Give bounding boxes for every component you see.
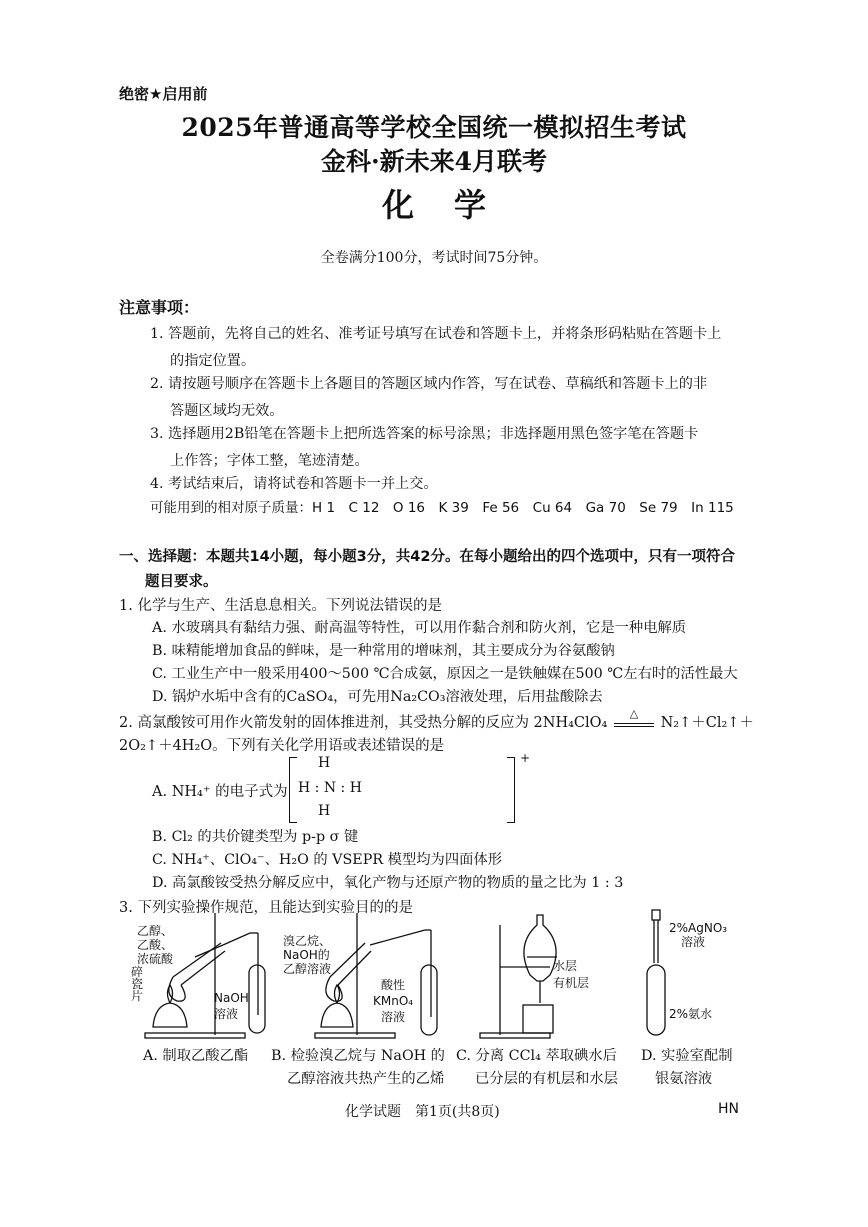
notice-item-4: 4. 考试结束后，请将试卷和答题卡一并上交。 [150, 476, 438, 492]
electron-formula-h-top: H [318, 755, 331, 771]
heat-condition: △ [629, 707, 639, 720]
ion-charge: + [520, 751, 531, 765]
apparatus-b-reagents: 溴乙烷、 NaOH的 乙醇溶液 [283, 934, 332, 976]
apparatus-c-water: 水层 [553, 959, 578, 973]
confidential-label: 绝密★启用前 [119, 85, 208, 103]
electron-formula-h-bottom: H [318, 803, 331, 819]
caption-d-1: D. 实验室配制 [641, 1048, 733, 1064]
apparatus-d-ammonia: 2%氨水 [669, 1007, 713, 1021]
electron-formula-middle: H : N : H [298, 780, 362, 796]
question-1-option-c: C. 工业生产中一般采用400～500 ℃合成氨，原因之一是铁触媒在500 ℃左右时的活性最大 [152, 666, 738, 682]
caption-c-1: C. 分离 CCl₄ 萃取碘水后 [456, 1048, 617, 1064]
notice-item-2: 2. 请按题号顺序在答题卡上各题目的答题区域内作答，写在试卷、草稿纸和答题卡上的非 [150, 376, 708, 392]
page-footer: 化学试题 第1页(共8页) [345, 1104, 500, 1120]
caption-a: A. 制取乙酸乙酯 [143, 1048, 249, 1064]
atomic-masses: 可能用到的相对原子质量：H 1 C 12 O 16 K 39 Fe 56 Cu 64 Ga 70 Se 79 In 115 [150, 500, 734, 516]
apparatus-a-reagents: 乙醇、 乙酸、 浓硫酸 [137, 924, 174, 966]
notice-title: 注意事项： [119, 298, 200, 317]
notice-item-1-cont: 的指定位置。 [170, 353, 256, 369]
section-heading-cont: 题目要求。 [145, 574, 218, 590]
apparatus-d-agno3: 2%AgNO₃ 溶液 [669, 921, 728, 949]
reaction-arrow [612, 707, 656, 727]
bracket-left [289, 757, 297, 823]
score-time-line: 全卷满分100分，考试时间75分钟。 [320, 250, 548, 266]
question-1-option-b: B. 味精能增加食品的鲜味，是一种常用的增味剂，其主要成分为谷氨酸钠 [152, 643, 615, 659]
question-2-stem [119, 707, 754, 732]
caption-b-1: B. 检验溴乙烷与 NaOH 的 [271, 1048, 445, 1064]
subject-title: 化学 [381, 186, 526, 224]
region-code: HN [718, 1101, 739, 1117]
question-2-stem-start: 2. 高氯酸铵可用作火箭发射的固体推进剂，其受热分解的反应为 2NH₄ClO₄ [119, 715, 608, 731]
apparatus-d [647, 910, 665, 1035]
bracket-right [507, 757, 515, 823]
apparatus-a-naoh: NaOH 溶液 [214, 991, 249, 1021]
question-3-stem: 3. 下列实验操作规范，且能达到实验目的的是 [119, 900, 413, 916]
apparatus-c [480, 915, 557, 1038]
apparatus-c-organic: 有机层 [553, 976, 590, 990]
caption-c-2: 已分层的有机层和水层 [475, 1071, 618, 1087]
exam-title: 2025年普通高等学校全国统一模拟招生考试 [181, 113, 687, 142]
question-1-option-d: D. 锅炉水垢中含有的CaSO₄，可先用Na₂CO₃溶液处理，后用盐酸除去 [152, 689, 603, 705]
section-heading: 一、选择题：本题共14小题，每小题3分，共42分。在每小题给出的四个选项中，只有一项符合 [119, 549, 735, 565]
notice-item-1: 1. 答题前，先将自己的姓名、准考证号填写在试卷和答题卡上，并将条形码粘贴在答题卡上 [150, 326, 722, 342]
question-1-option-a: A. 水玻璃具有黏结力强、耐高温等特性，可以用作黏合剂和防火剂，它是一种电解质 [152, 620, 687, 636]
question-2-option-c: C. NH₄⁺、ClO₄⁻、H₂O 的 VSEPR 模型均为四面体形 [152, 852, 503, 868]
caption-b-2: 乙醇溶液共热产生的乙烯 [287, 1071, 445, 1087]
exam-subtitle: 金科·新未来4月联考 [320, 147, 548, 176]
apparatus-b-kmno4: 酸性 KMnO₄ 溶液 [373, 978, 414, 1024]
apparatus-a-chips: 碎瓷片 [131, 965, 144, 1003]
question-2-stem-products: N₂↑＋Cl₂↑＋ [660, 715, 754, 731]
question-1-stem: 1. 化学与生产、生活息息相关。下列说法错误的是 [119, 598, 442, 614]
notice-item-3-cont: 上作答；字体工整，笔迹清楚。 [170, 453, 369, 469]
caption-d-2: 银氨溶液 [655, 1071, 713, 1087]
question-2-option-b: B. Cl₂ 的共价键类型为 p-p σ 键 [152, 829, 359, 845]
notice-item-2-cont: 答题区域均无效。 [170, 403, 284, 419]
question-2-stem-cont: 2O₂↑＋4H₂O。下列有关化学用语或表述错误的是 [119, 738, 445, 754]
notice-item-3: 3. 选择题用2B铅笔在答题卡上把所选答案的标号涂黑；非选择题用黑色签字笔在答题卡 [150, 426, 699, 442]
question-2-option-a: A. NH₄⁺ 的电子式为 [152, 784, 288, 800]
question-2-option-d: D. 高氯酸铵受热分解反应中，氧化产物与还原产物的物质的量之比为 1 : 3 [152, 875, 624, 891]
electron-formula [152, 751, 531, 825]
